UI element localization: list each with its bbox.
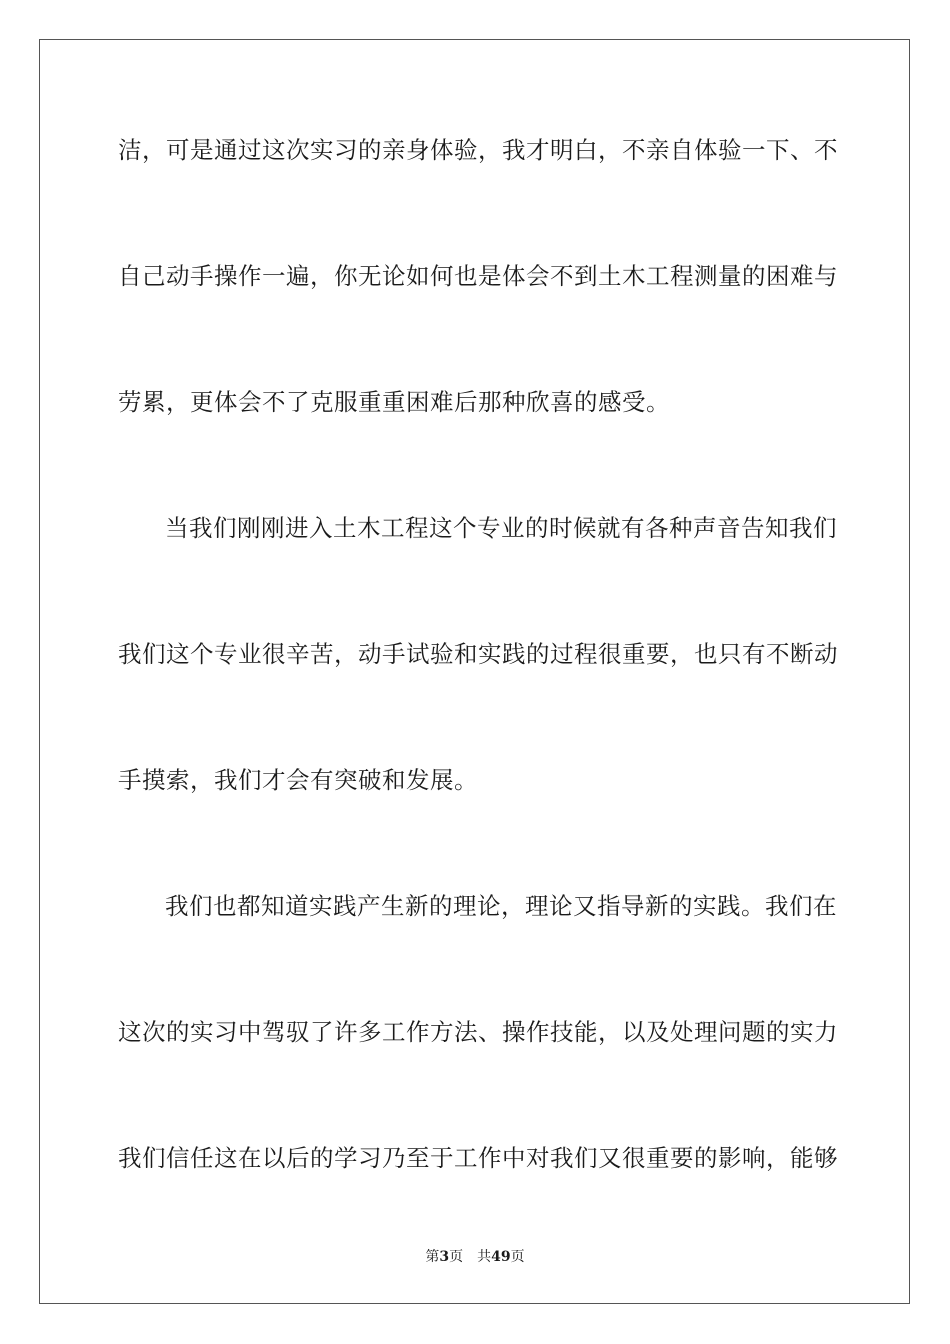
text-line-8: 这次的实习中驾驭了许多工作方法、操作技能，以及处理问题的实力 xyxy=(118,1018,838,1046)
body-text xyxy=(118,120,838,1254)
total-prefix: 共 xyxy=(477,1249,492,1265)
page-number: 3 xyxy=(439,1249,450,1265)
page-prefix: 第 xyxy=(425,1249,440,1265)
text-line-3: 劳累，更体会不了克服重重困难后那种欣喜的感受。 xyxy=(118,388,670,416)
text-line-2: 自己动手操作一遍，你无论如何也是体会不到土木工程测量的困难与 xyxy=(118,262,838,290)
text-line-5: 我们这个专业很辛苦，动手试验和实践的过程很重要，也只有不断动 xyxy=(118,640,838,668)
text-line-7: 我们也都知道实践产生新的理论，理论又指导新的实践。我们在 xyxy=(165,892,837,920)
text-line-6: 手摸索，我们才会有突破和发展。 xyxy=(118,766,478,794)
total-suffix: 页 xyxy=(510,1249,525,1265)
text-line-9: 我们信任这在以后的学习乃至于工作中对我们又很重要的影响，能够 xyxy=(118,1144,838,1172)
page-suffix: 页 xyxy=(449,1249,464,1265)
text-line-4: 当我们刚刚进入土木工程这个专业的时候就有各种声音告知我们 xyxy=(165,514,837,542)
total-pages: 49 xyxy=(491,1249,511,1265)
page-footer xyxy=(0,1247,950,1267)
text-line-1: 洁，可是通过这次实习的亲身体验，我才明白，不亲自体验一下、不 xyxy=(118,136,838,164)
